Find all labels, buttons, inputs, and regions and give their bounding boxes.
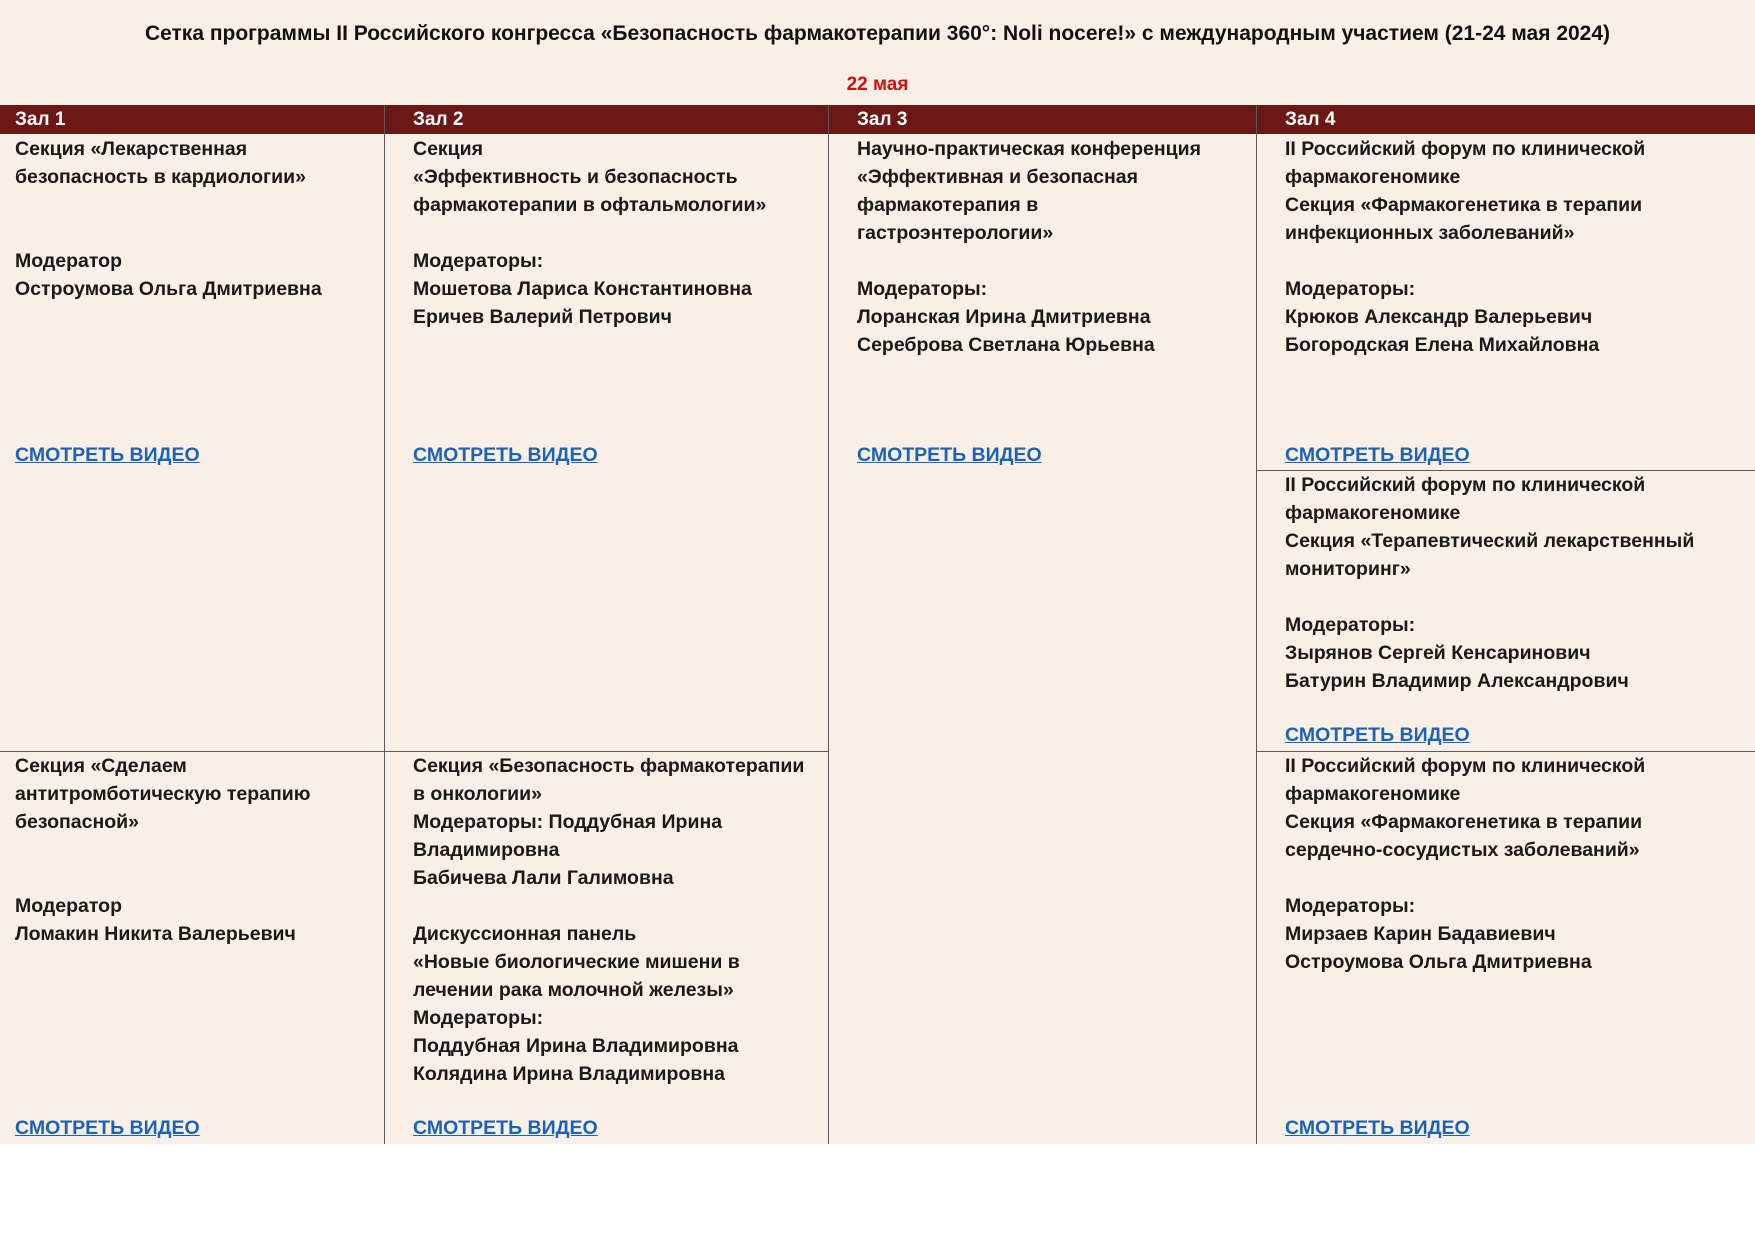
watch-video-link-hall1-session1[interactable]: СМОТРЕТЬ ВИДЕО — [15, 444, 200, 466]
watch-video-link-hall2-session2[interactable]: СМОТРЕТЬ ВИДЕО — [413, 1117, 598, 1139]
text-line: Модератор — [15, 895, 122, 917]
text-line — [413, 219, 766, 247]
text-line: безопасность в кардиологии» — [15, 166, 306, 188]
text-line: Сереброва Светлана Юрьевна — [857, 334, 1155, 356]
text-line — [1285, 247, 1645, 275]
session-hall4-infectious — [1285, 135, 1645, 359]
text-line: фармакогеномике — [1285, 783, 1461, 805]
text-line: II Российский форум по клинической — [1285, 474, 1646, 496]
watch-video-link-hall4-session2[interactable]: СМОТРЕТЬ ВИДЕО — [1285, 724, 1470, 746]
text-line: сердечно-сосудистых заболеваний» — [1285, 839, 1640, 861]
text-line: Зырянов Сергей Кенсаринович — [1285, 642, 1591, 664]
halls-header — [0, 105, 1755, 134]
text-line — [1285, 864, 1645, 892]
text-line: Крюков Александр Валерьевич — [1285, 306, 1593, 328]
text-line: Бабичева Лали Галимовна — [413, 867, 674, 889]
text-line: Дискуссионная панель — [413, 923, 637, 945]
watch-video-link-hall1-session2[interactable]: СМОТРЕТЬ ВИДЕО — [15, 1117, 200, 1139]
text-line: мониторинг» — [1285, 558, 1411, 580]
text-line: Секция «Фармакогенетика в терапии — [1285, 811, 1643, 833]
text-line: Модераторы: — [413, 250, 544, 272]
text-line: «Эффективная и безопасная — [857, 166, 1139, 188]
text-line: Модераторы: — [1285, 614, 1416, 636]
text-line: Секция «Фармакогенетика в терапии — [1285, 194, 1643, 216]
watch-video-link-hall4-session3[interactable]: СМОТРЕТЬ ВИДЕО — [1285, 1117, 1470, 1139]
text-line: фармакогеномике — [1285, 166, 1461, 188]
text-line: Остроумова Ольга Дмитриевна — [1285, 951, 1592, 973]
text-line — [1285, 583, 1694, 611]
text-line: Модераторы: Поддубная Ирина — [413, 811, 723, 833]
session-hall3-gastroenterology — [857, 135, 1201, 359]
text-line: «Эффективность и безопасность — [413, 166, 738, 188]
text-line: Мирзаев Карин Бадавиевич — [1285, 923, 1556, 945]
text-line: II Российский форум по клинической — [1285, 138, 1646, 160]
text-line: Еричев Валерий Петрович — [413, 306, 672, 328]
column-divider — [384, 105, 385, 1144]
text-line: антитромботическую терапию — [15, 783, 311, 805]
text-line: в онкологии» — [413, 783, 543, 805]
text-line: Модераторы: — [1285, 278, 1416, 300]
text-line: Модераторы: — [413, 1007, 544, 1029]
text-line: безопасной» — [15, 811, 139, 833]
text-line: лечении рака молочной железы» — [413, 979, 734, 1001]
text-line — [413, 892, 804, 920]
text-line: Модераторы: — [1285, 895, 1416, 917]
text-line: Остроумова Ольга Дмитриевна — [15, 278, 322, 300]
watch-video-link-hall2-session1[interactable]: СМОТРЕТЬ ВИДЕО — [413, 444, 598, 466]
hall-3-header: Зал 3 — [857, 109, 908, 130]
hall-4-header: Зал 4 — [1285, 109, 1336, 130]
text-line: Богородская Елена Михайловна — [1285, 334, 1600, 356]
text-line: Мошетова Лариса Константиновна — [413, 278, 752, 300]
text-line: Лоранская Ирина Дмитриевна — [857, 306, 1151, 328]
text-line: Научно-практическая конференция — [857, 138, 1201, 160]
date-label: 22 мая — [846, 74, 909, 95]
text-line — [15, 864, 310, 892]
session-hall1-cardiology — [15, 135, 322, 303]
text-line: Колядина Ирина Владимировна — [413, 1063, 725, 1085]
session-hall4-monitoring — [1285, 471, 1694, 695]
text-line: Модераторы: — [857, 278, 988, 300]
text-line: Батурин Владимир Александрович — [1285, 670, 1629, 692]
text-line: Модератор — [15, 250, 122, 272]
hall-1-header: Зал 1 — [15, 109, 66, 130]
text-line: Секция «Лекарственная — [15, 138, 248, 160]
text-line: Секция — [413, 138, 484, 160]
text-line: Ломакин Никита Валерьевич — [15, 923, 296, 945]
text-line — [857, 247, 1201, 275]
text-line — [15, 219, 322, 247]
session-hall2-oncology — [413, 752, 804, 1088]
session-hall4-cardiovascular — [1285, 752, 1645, 976]
text-line: фармакотерапия в — [857, 194, 1039, 216]
text-line: «Новые биологические мишени в — [413, 951, 740, 973]
text-line — [15, 191, 322, 219]
text-line: Секция «Сделаем — [15, 755, 187, 777]
session-hall1-antithrombotic — [15, 752, 310, 948]
text-line — [15, 836, 310, 864]
text-line: фармакогеномике — [1285, 502, 1461, 524]
text-line: фармакотерапии в офтальмологии» — [413, 194, 767, 216]
text-line: Секция «Безопасность фармакотерапии — [413, 755, 805, 777]
watch-video-link-hall4-session1[interactable]: СМОТРЕТЬ ВИДЕО — [1285, 444, 1470, 466]
text-line: Секция «Терапевтический лекарственный — [1285, 530, 1695, 552]
column-divider — [1256, 105, 1257, 1144]
text-line: Владимировна — [413, 839, 560, 861]
text-line: гастроэнтерологии» — [857, 222, 1054, 244]
hall-2-header: Зал 2 — [413, 109, 464, 130]
text-line: II Российский форум по клинической — [1285, 755, 1646, 777]
watch-video-link-hall3-session1[interactable]: СМОТРЕТЬ ВИДЕО — [857, 444, 1042, 466]
session-hall2-ophthalmology — [413, 135, 766, 331]
page-title: Сетка программы II Российского конгресса «Безопасность фармакотерапии 360°: Noli nocere!» с международным участием (21-24 мая 2024) — [144, 22, 1611, 45]
column-divider — [828, 105, 829, 1144]
text-line: инфекционных заболеваний» — [1285, 222, 1575, 244]
text-line: Поддубная Ирина Владимировна — [413, 1035, 739, 1057]
